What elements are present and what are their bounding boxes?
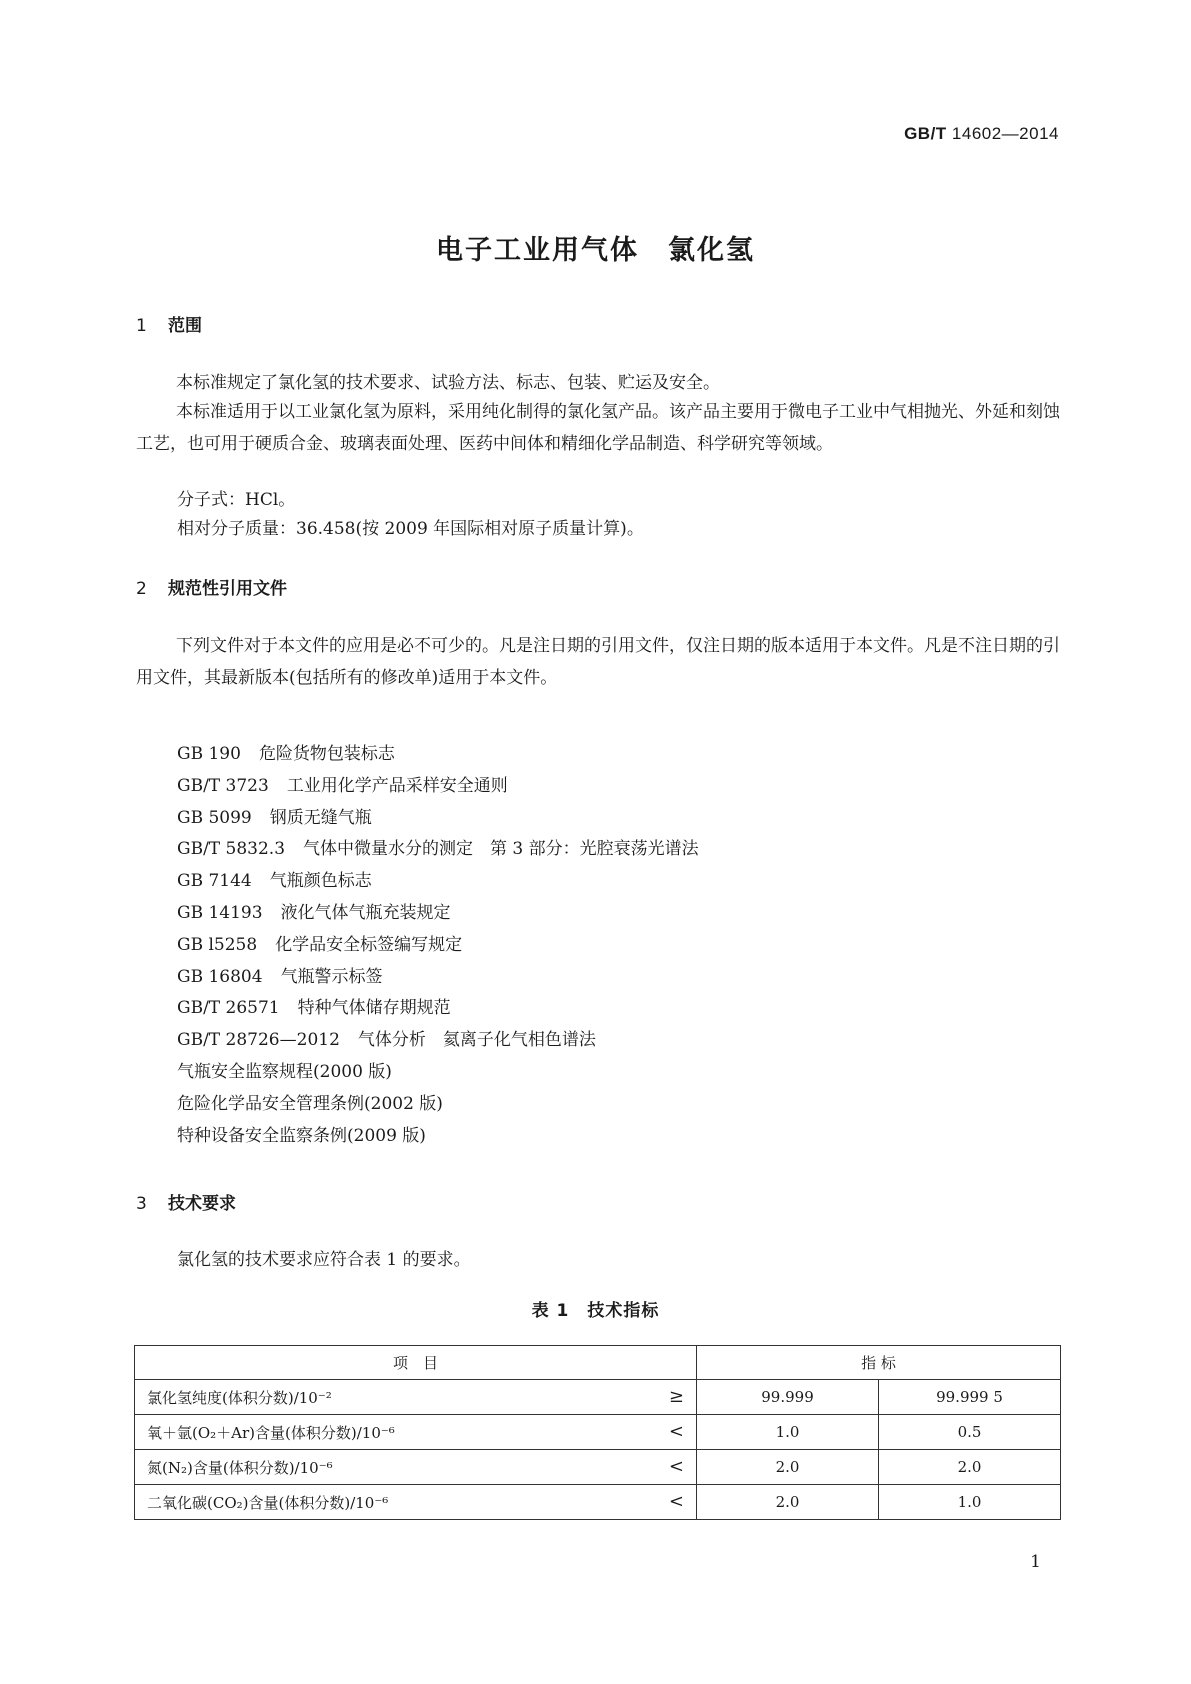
- section-title: 技术要求: [168, 1194, 236, 1214]
- section-title: 范围: [168, 316, 202, 336]
- reference-title: 气体分析 氦离子化气相色谱法: [357, 1030, 596, 1051]
- row-value-1: 2.0: [697, 1450, 879, 1485]
- reference-title: 液化气体气瓶充装规定: [280, 902, 451, 923]
- row-item: [135, 1485, 697, 1520]
- row-value-2: 99.999 5: [879, 1380, 1061, 1415]
- standard-code: [904, 124, 1059, 144]
- reference-item: [177, 738, 699, 770]
- reference-item: [177, 833, 699, 865]
- row-item: [135, 1450, 697, 1485]
- reference-title: 气体中微量水分的测定 第 3 部分：光腔衰荡光谱法: [303, 839, 699, 860]
- reference-title: 工业用化学产品采样安全通则: [286, 775, 508, 796]
- reference-code: GB 190: [177, 744, 241, 764]
- table-header-row: [135, 1346, 1061, 1380]
- row-value-1: 99.999: [697, 1380, 879, 1415]
- section-number: 3: [136, 1194, 147, 1214]
- section-heading-normative: [136, 574, 287, 599]
- reference-code: GB/T 26571: [177, 998, 280, 1019]
- reference-list: [177, 738, 699, 1151]
- row-value-2: 2.0: [879, 1450, 1061, 1485]
- row-value-2: 0.5: [879, 1415, 1061, 1450]
- reference-code: GB 5099: [177, 807, 252, 828]
- table-row: [135, 1450, 1061, 1485]
- table-row: [135, 1485, 1061, 1520]
- reference-item: [177, 1056, 699, 1088]
- row-item: [135, 1380, 697, 1415]
- reference-item: [177, 770, 699, 802]
- section-title: 规范性引用文件: [168, 579, 287, 599]
- row-item-label: 氯化氢纯度(体积分数)/10⁻²: [147, 1388, 332, 1407]
- comparator: <: [668, 1421, 684, 1442]
- row-value-2: 1.0: [879, 1485, 1061, 1520]
- reference-item: [177, 1088, 699, 1120]
- reference-title: 危险化学品安全管理条例(2002 版): [177, 1093, 443, 1114]
- reference-code: GB l5258: [177, 934, 258, 955]
- reference-item: [177, 1024, 699, 1056]
- reference-item: [177, 865, 699, 897]
- reference-item: [177, 897, 699, 929]
- row-item-label: 氧＋氩(O₂＋Ar)含量(体积分数)/10⁻⁶: [147, 1423, 395, 1442]
- reference-item: [177, 1120, 699, 1152]
- normative-intro: 下列文件对于本文件的应用是必不可少的。凡是注日期的引用文件，仅注日期的版本适用于本文件。凡是不注日期的引用文件，其最新版本(包括所有的修改单)适用于本文件。: [136, 636, 1060, 688]
- reference-title: 特种设备安全监察条例(2009 版): [177, 1125, 426, 1146]
- row-value-1: 1.0: [697, 1415, 879, 1450]
- technical-intro: 氯化氢的技术要求应符合表 1 的要求。: [177, 1250, 471, 1270]
- page-number: 1: [1030, 1552, 1041, 1572]
- section-heading-scope: [136, 311, 202, 336]
- standard-code-number: 14602—2014: [951, 124, 1059, 143]
- header-value: 指 标: [697, 1346, 1061, 1380]
- reference-code: GB 16804: [177, 966, 263, 987]
- header-item: 项 目: [135, 1346, 697, 1380]
- document-title: 电子工业用气体 氯化氢: [436, 235, 755, 266]
- reference-code: GB/T 5832.3: [177, 839, 286, 860]
- reference-code: GB/T 28726—2012: [177, 1030, 340, 1051]
- row-item: [135, 1415, 697, 1450]
- table-caption: 表 1 技术指标: [531, 1301, 660, 1321]
- table-row: [135, 1415, 1061, 1450]
- section-number: 2: [136, 579, 147, 599]
- reference-title: 气瓶警示标签: [280, 966, 383, 987]
- comparator: ≥: [668, 1386, 684, 1407]
- reference-code: GB 7144: [177, 871, 252, 892]
- reference-item: [177, 802, 699, 834]
- reference-title: 特种气体储存期规范: [297, 998, 451, 1019]
- section-heading-technical: [136, 1189, 236, 1214]
- scope-paragraph-2: 本标准适用于以工业氯化氢为原料，采用纯化制得的氯化氢产品。该产品主要用于微电子工业中气相抛光、外延和刻蚀工艺，也可用于硬质合金、玻璃表面处理、医药中间体和精细化学品制造、科学研究等领域。: [136, 402, 1060, 454]
- reference-title: 危险货物包装标志: [258, 744, 395, 764]
- reference-item: [177, 992, 699, 1024]
- row-item-label: 二氧化碳(CO₂)含量(体积分数)/10⁻⁶: [147, 1493, 389, 1512]
- reference-item: [177, 961, 699, 993]
- reference-title: 化学品安全标签编写规定: [275, 934, 463, 955]
- reference-item: [177, 929, 699, 961]
- reference-title: 气瓶颜色标志: [269, 871, 372, 892]
- row-item-label: 氮(N₂)含量(体积分数)/10⁻⁶: [147, 1458, 333, 1477]
- reference-code: GB 14193: [177, 902, 263, 923]
- standard-code-prefix: GB/T: [904, 124, 947, 143]
- molecular-formula: 分子式：HCl。: [177, 490, 296, 510]
- table-row: [135, 1380, 1061, 1415]
- row-value-1: 2.0: [697, 1485, 879, 1520]
- scope-paragraph-1: 本标准规定了氯化氢的技术要求、试验方法、标志、包装、贮运及安全。: [176, 373, 720, 393]
- technical-spec-table: [134, 1345, 1061, 1520]
- reference-code: GB/T 3723: [177, 775, 269, 796]
- reference-title: 钢质无缝气瓶: [269, 807, 372, 828]
- comparator: <: [668, 1456, 684, 1477]
- molecular-mass: 相对分子质量：36.458(按 2009 年国际相对原子质量计算)。: [177, 519, 644, 539]
- section-number: 1: [136, 316, 147, 336]
- reference-title: 气瓶安全监察规程(2000 版): [177, 1061, 392, 1082]
- comparator: <: [668, 1491, 684, 1512]
